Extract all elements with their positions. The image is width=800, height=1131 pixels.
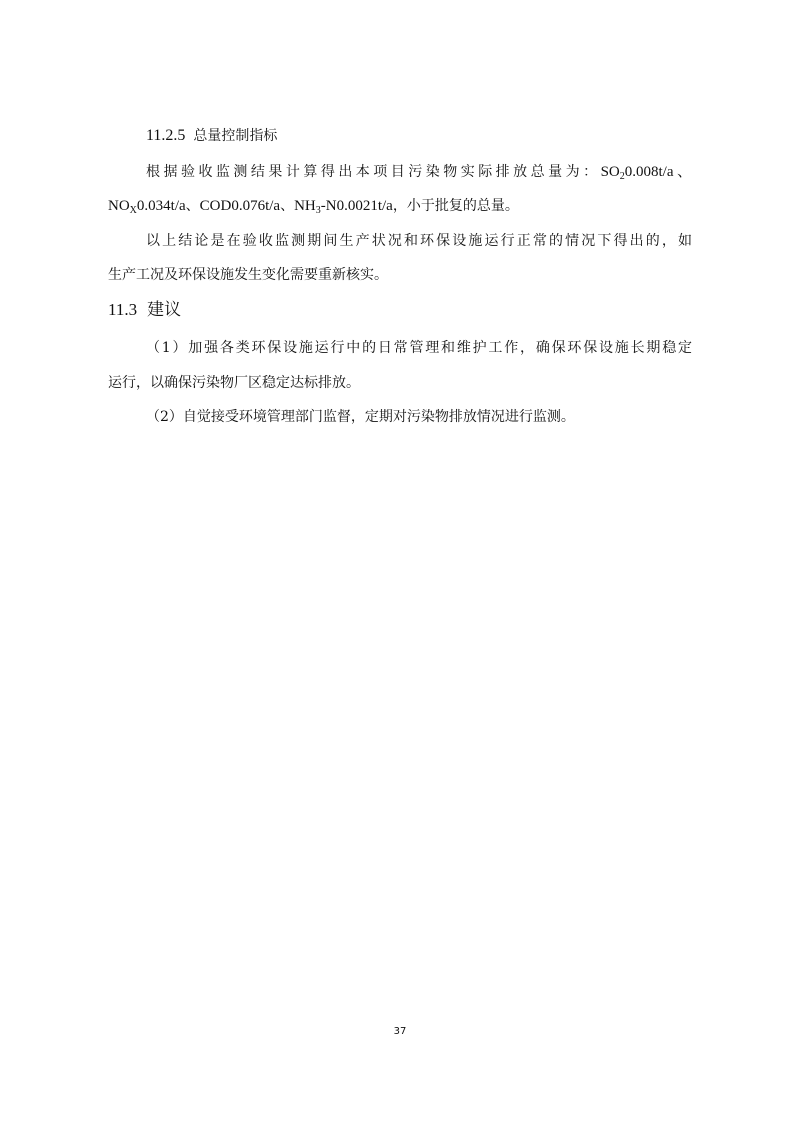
section-heading-11-3 [108, 298, 181, 322]
section-number: 11.3 [108, 300, 138, 319]
emissions-conclusion: ，小于批复的总量。 [392, 198, 519, 214]
section-title: 总量控制指标 [193, 128, 278, 144]
paragraph-conclusion-line-2: 生产工况及环保设施发生变化需要重新核实。 [108, 267, 388, 283]
nox-value: $NO_X0.034t/a$ [108, 198, 186, 216]
paragraph-conclusion-line-1: 以上结论是在验收监测期间生产状况和环保设施运行正常的情况下得出的，如 [146, 233, 692, 249]
emissions-intro: 根据验收监测结果计算得出本项目污染物实际排放总量为： [146, 164, 601, 180]
paragraph-emissions-line-1 [146, 161, 692, 183]
page-number: 37 [393, 1026, 407, 1037]
suggestion-1-line-2: 运行，以确保污染物厂区稳定达标排放。 [108, 375, 360, 391]
section-title: 建议 [147, 300, 182, 320]
section-heading-11-2-5 [146, 124, 277, 147]
nh3n-value: $NH_3-N0.0021t/a$ [294, 198, 393, 216]
suggestion-2-line-1: （2）自觉接受环境管理部门监督，定期对污染物排放情况进行监测。 [146, 409, 575, 425]
section-number: 11.2.5 [146, 127, 186, 144]
cod-value: COD0.076t/a [199, 198, 281, 214]
suggestion-1-line-1: （1）加强各类环保设施运行中的日常管理和维护工作，确保环保设施长期稳定 [146, 340, 692, 356]
paragraph-emissions-line-2: $NO_X0.034t/a$、COD0.076t/a、$NH_3-N0.0021t/a$，小于批复的总量。 [108, 198, 519, 216]
so2-value: $SO_20.008t/a$、 [600, 164, 692, 182]
